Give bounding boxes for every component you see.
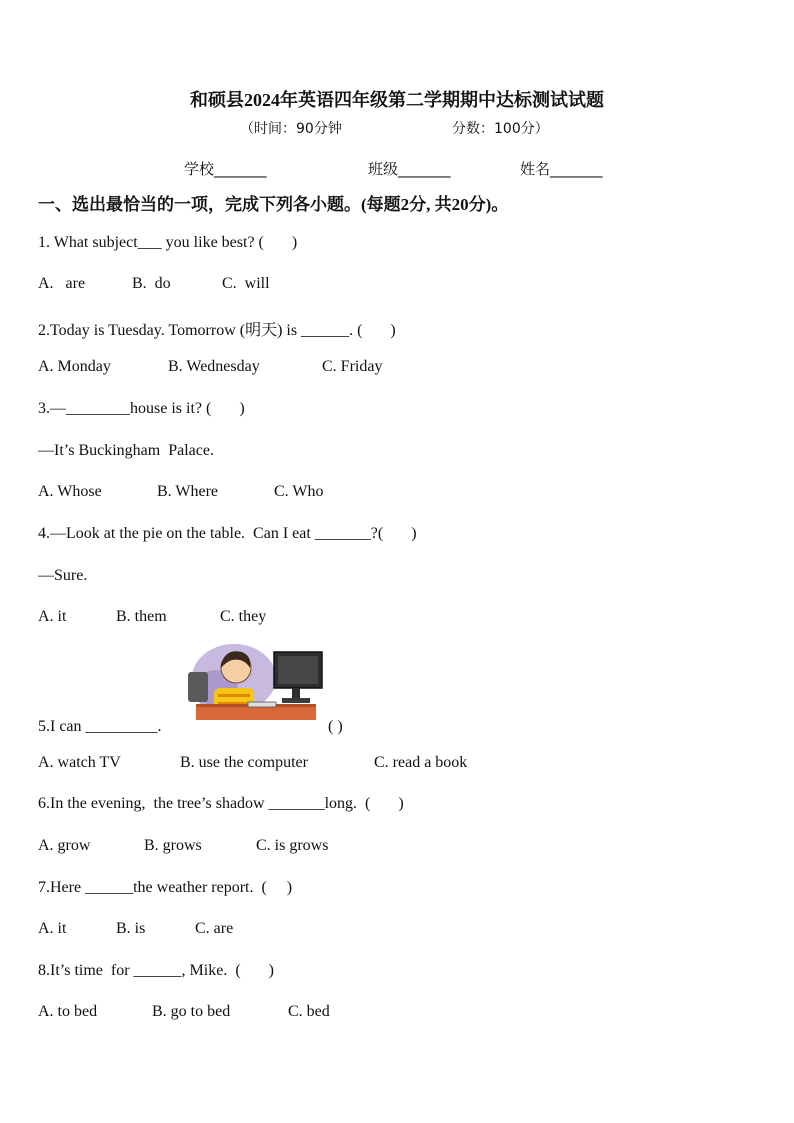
name-field: 姓名_______ — [520, 160, 603, 178]
class-field: 班级_______ — [368, 160, 451, 178]
option-b: B. do — [132, 275, 171, 292]
option-c: C. Who — [274, 483, 324, 500]
school-field: 学校_______ — [184, 160, 267, 178]
question-stem: 2.Today is Tuesday. Tomorrow (明天) is ______. ( ) — [38, 322, 396, 339]
option-b: B. go to bed — [152, 1003, 231, 1020]
option-a: A. grow — [38, 837, 91, 854]
question-stem: 4.—Look at the pie on the table. Can I eat _______?( ) — [38, 525, 417, 542]
dialogue-reply: —It’s Buckingham Palace. — [38, 442, 214, 459]
option-a: A. Monday — [38, 358, 111, 375]
exam-time: （时间：90分钟 — [240, 121, 342, 137]
exam-score: 分数：100分） — [452, 121, 549, 137]
answer-paren: ( ) — [328, 718, 343, 735]
option-b: B. Wednesday — [168, 358, 260, 375]
option-b: B. them — [116, 608, 167, 625]
option-c: C. is grows — [256, 837, 329, 854]
question-stem: 1. What subject___ you like best? ( ) — [38, 234, 298, 251]
option-a: A. are — [38, 275, 86, 292]
option-c: C. are — [195, 920, 234, 937]
option-c: C. they — [220, 608, 267, 625]
question-stem: 6.In the evening, the tree’s shadow _______long. ( ) — [38, 795, 404, 812]
option-c: C. bed — [288, 1003, 330, 1020]
question-stem: 5.I can _________. — [38, 718, 162, 735]
option-a: A. to bed — [38, 1003, 98, 1020]
question-stem: 8.It’s time for ______, Mike. ( ) — [38, 962, 274, 979]
option-a: A. it — [38, 920, 67, 937]
option-c: C. read a book — [374, 754, 468, 771]
boy-using-computer-illustration — [186, 638, 332, 722]
option-b: B. grows — [144, 837, 202, 854]
option-a: A. it — [38, 608, 67, 625]
option-c: C. will — [222, 275, 270, 292]
option-b: B. use the computer — [180, 754, 308, 771]
option-b: B. Where — [157, 483, 219, 500]
option-c: C. Friday — [322, 358, 383, 375]
section-heading: 一、选出最恰当的一项，完成下列各小题。(每题2分, 共20分)。 — [38, 195, 509, 214]
option-a: A. Whose — [38, 483, 102, 500]
question-stem: 7.Here ______the weather report. ( ) — [38, 879, 293, 896]
question-stem: 3.—________house is it? ( ) — [38, 400, 245, 417]
page-title: 和硕县2024年英语四年级第二学期期中达标测试试题 — [190, 90, 604, 110]
option-b: B. is — [116, 920, 146, 937]
option-a: A. watch TV — [38, 754, 121, 771]
dialogue-reply: —Sure. — [38, 567, 88, 584]
